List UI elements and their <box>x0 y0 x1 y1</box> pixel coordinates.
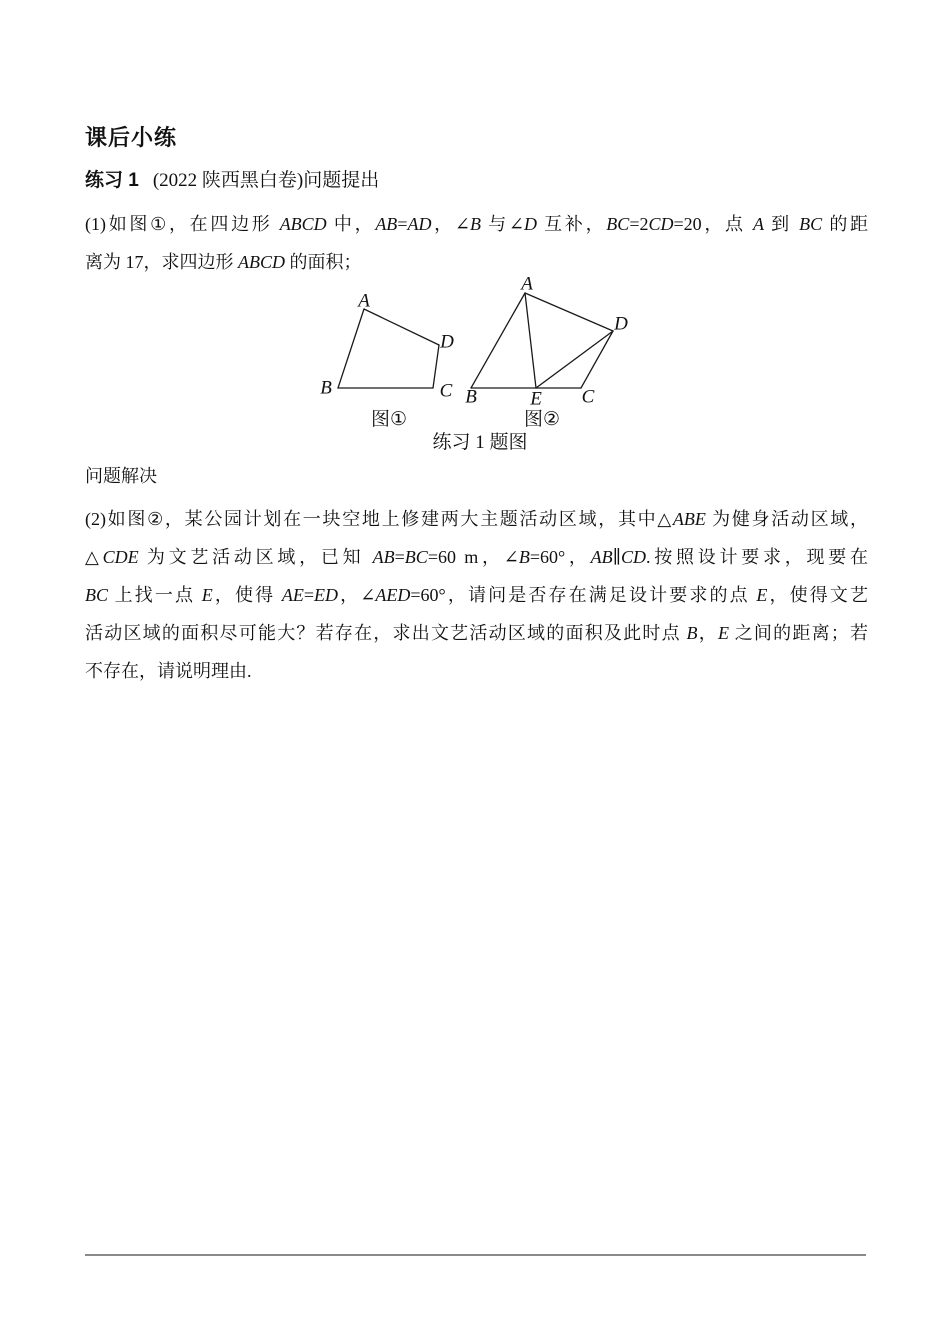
fig1-vertex-label-a: A <box>358 290 370 312</box>
paragraph-line: (2)如图②，某公园计划在一块空地上修建两大主题活动区域，其中△ABE 为健身活动区域， <box>85 509 869 529</box>
exercise-number: 练习 1 <box>85 170 139 191</box>
paragraph-line: 离为 17，求四边形 ABCD 的面积； <box>85 252 362 272</box>
fig1-vertex-label-b: B <box>320 377 332 399</box>
fig2-edge-ad <box>525 293 613 331</box>
fig2-edge-dc <box>581 331 613 388</box>
figure-area <box>300 270 660 440</box>
paragraph-line: 活动区域的面积尽可能大？若存在，求出文艺活动区域的面积及此时点 B，E 之间的距离；若 <box>85 623 869 643</box>
fig1-edge-cd <box>433 345 439 388</box>
fig1-vertex-label-c: C <box>439 380 453 402</box>
fig2-vertex-label-b: B <box>465 386 477 408</box>
fig2-edge-ed <box>536 331 613 388</box>
fig2-vertex-label-e: E <box>530 388 542 410</box>
exercise-header <box>85 166 379 196</box>
fig1-edge-ab <box>338 309 364 388</box>
fig1-edge-da <box>364 309 439 345</box>
paragraph-line: △CDE 为文艺活动区域，已知 AB=BC=60 m，∠B=60°，AB∥CD.按照设计要求，现要在 <box>85 547 869 567</box>
section-heading-problem-solving: 问题解决 <box>85 466 157 486</box>
paragraph-line: 不存在，请说明理由. <box>85 661 252 681</box>
problem-part2 <box>85 500 868 690</box>
figure-main-caption: 练习 1 题图 <box>432 432 528 453</box>
paragraph-line: BC 上找一点 E，使得 AE=ED，∠AED=60°，请问是否存在满足设计要求的点 E，使得文艺 <box>85 585 868 605</box>
page-title: 课后小练 <box>85 125 178 150</box>
fig2-vertex-label-c: C <box>581 386 595 408</box>
fig2-vertex-label-a: A <box>521 273 533 295</box>
paragraph-line: (1)如图①，在四边形 ABCD 中，AB=AD，∠B 与∠D 互补，BC=2CD=20，点 A 到 BC 的距 <box>85 214 869 234</box>
fig1-caption: 图① <box>370 409 408 430</box>
fig2-edge-ae <box>525 293 536 388</box>
fig2-caption: 图② <box>523 409 561 430</box>
footer-divider-line <box>85 1254 866 1256</box>
exercise-source: (2022 陕西黑白卷)问题提出 <box>152 170 380 191</box>
fig2-vertex-label-d: D <box>614 313 628 335</box>
fig2-edge-ba <box>471 293 525 388</box>
fig1-vertex-label-d: D <box>440 331 454 353</box>
geometry-drawing <box>300 270 660 440</box>
